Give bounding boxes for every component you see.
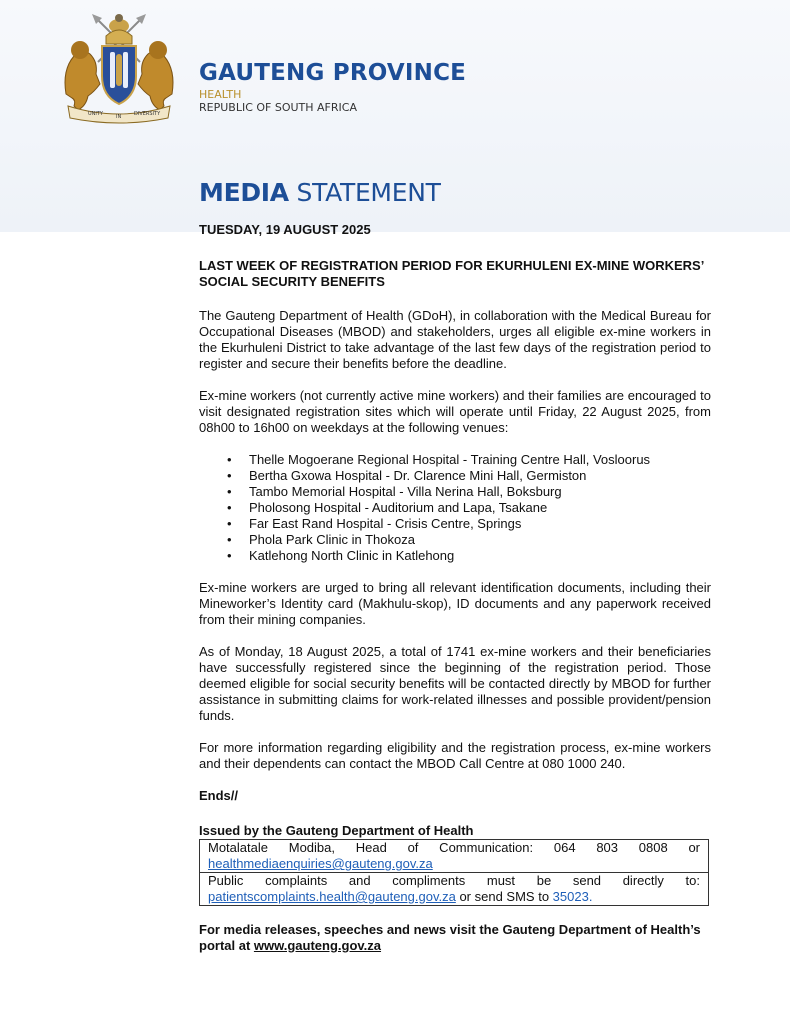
list-item: • Phola Park Clinic in Thokoza [249, 532, 711, 548]
list-item: • Pholosong Hospital - Auditorium and Lapa, Tsakane [249, 500, 711, 516]
paragraph-intro: The Gauteng Department of Health (GDoH), in collaboration with the Medical Bureau for Occupational Diseases (MBOD) and stakeholders, urges all eligible ex-mine workers in the Ekurhuleni District to take advantage of the last few days of the registration period to register and secure their benefits before the deadline. [199, 308, 711, 371]
crest-motto-right: DIVERSITY [134, 111, 161, 117]
paragraph-call-centre: For more information regarding eligibility and the registration process, ex-mine workers and their dependents can contact the MBOD Call Centre at 080 1000 240. [199, 740, 711, 771]
issued-by: Issued by the Gauteng Department of Health [199, 823, 474, 838]
contact-complaints-cell [200, 873, 709, 906]
document-type-bold: MEDIA [199, 178, 289, 207]
province-name: GAUTENG PROVINCE [199, 60, 467, 86]
crest-motto-center: IN [116, 114, 122, 120]
portal-link[interactable]: www.gauteng.gov.za [253, 938, 382, 953]
table-row [200, 840, 709, 873]
media-email-link[interactable]: healthmediaenquiries@gauteng.gov.za [208, 856, 433, 871]
footer-note [199, 922, 711, 954]
complaints-email-link[interactable]: patientscomplaints.health@gauteng.gov.za [208, 889, 456, 904]
list-item: • Far East Rand Hospital - Crisis Centre, Springs [249, 516, 711, 532]
list-item: • Bertha Gxowa Hospital - Dr. Clarence Mini Hall, Germiston [249, 468, 711, 484]
paragraph-documents: Ex-mine workers are urged to bring all relevant identification documents, including their Mineworker’s Identity card (Makhulu-skop), ID documents and any paperwork received from their mining companies. [199, 580, 711, 627]
crest-motto-left: UNITY [88, 111, 103, 117]
statement-date: TUESDAY, 19 AUGUST 2025 [199, 222, 371, 237]
paragraph-registration-sites: Ex-mine workers (not currently active mine workers) and their families are encouraged to visit designated registration sites which will operate until Friday, 22 August 2025, from 08h00 to 16h00 on weekdays at the following venues: [199, 388, 711, 435]
country-name: REPUBLIC OF SOUTH AFRICA [199, 101, 357, 114]
letterhead-brand [199, 60, 466, 115]
list-item: • Katlehong North Clinic in Katlehong [249, 548, 711, 564]
sms-number[interactable]: 35023. [552, 889, 593, 904]
paragraph-registered-total: As of Monday, 18 August 2025, a total of 1741 ex-mine workers and their beneficiaries have successfully registered since the beginning of the registration period. Those deemed eligible for social security benefits will be contacted directly by MBOD for further assistance in submitting claims for work-related illnesses and possible provident/pension funds. [199, 644, 711, 723]
footer-text: For media releases, speeches and news visit the Gauteng Department of Health’s portal at [199, 922, 701, 953]
contacts-table [199, 839, 709, 906]
sms-text: or send SMS to [455, 889, 553, 904]
contact-media-cell [200, 840, 709, 873]
ends-marker: Ends// [199, 788, 239, 803]
coat-of-arms-icon [48, 10, 190, 124]
list-item: • Thelle Mogoerane Regional Hospital - Training Centre Hall, Vosloorus [249, 452, 711, 468]
contact-complaints-text: Public complaints and compliments must be send directly to: [208, 873, 700, 888]
list-item: • Tambo Memorial Hospital - Villa Nerina Hall, Boksburg [249, 484, 711, 500]
venue-list [199, 452, 711, 564]
document-type-heading [199, 178, 441, 207]
statement-body [199, 222, 711, 954]
document-type-light: STATEMENT [288, 178, 441, 207]
statement-headline: LAST WEEK OF REGISTRATION PERIOD FOR EKURHULENI EX-MINE WORKERS’ SOCIAL SECURITY BENEFITS [199, 258, 704, 289]
department-name: HEALTH [199, 88, 242, 101]
contact-media-text: Motalatale Modiba, Head of Communication: 064 803 0808 or [208, 840, 700, 855]
table-row [200, 873, 709, 906]
